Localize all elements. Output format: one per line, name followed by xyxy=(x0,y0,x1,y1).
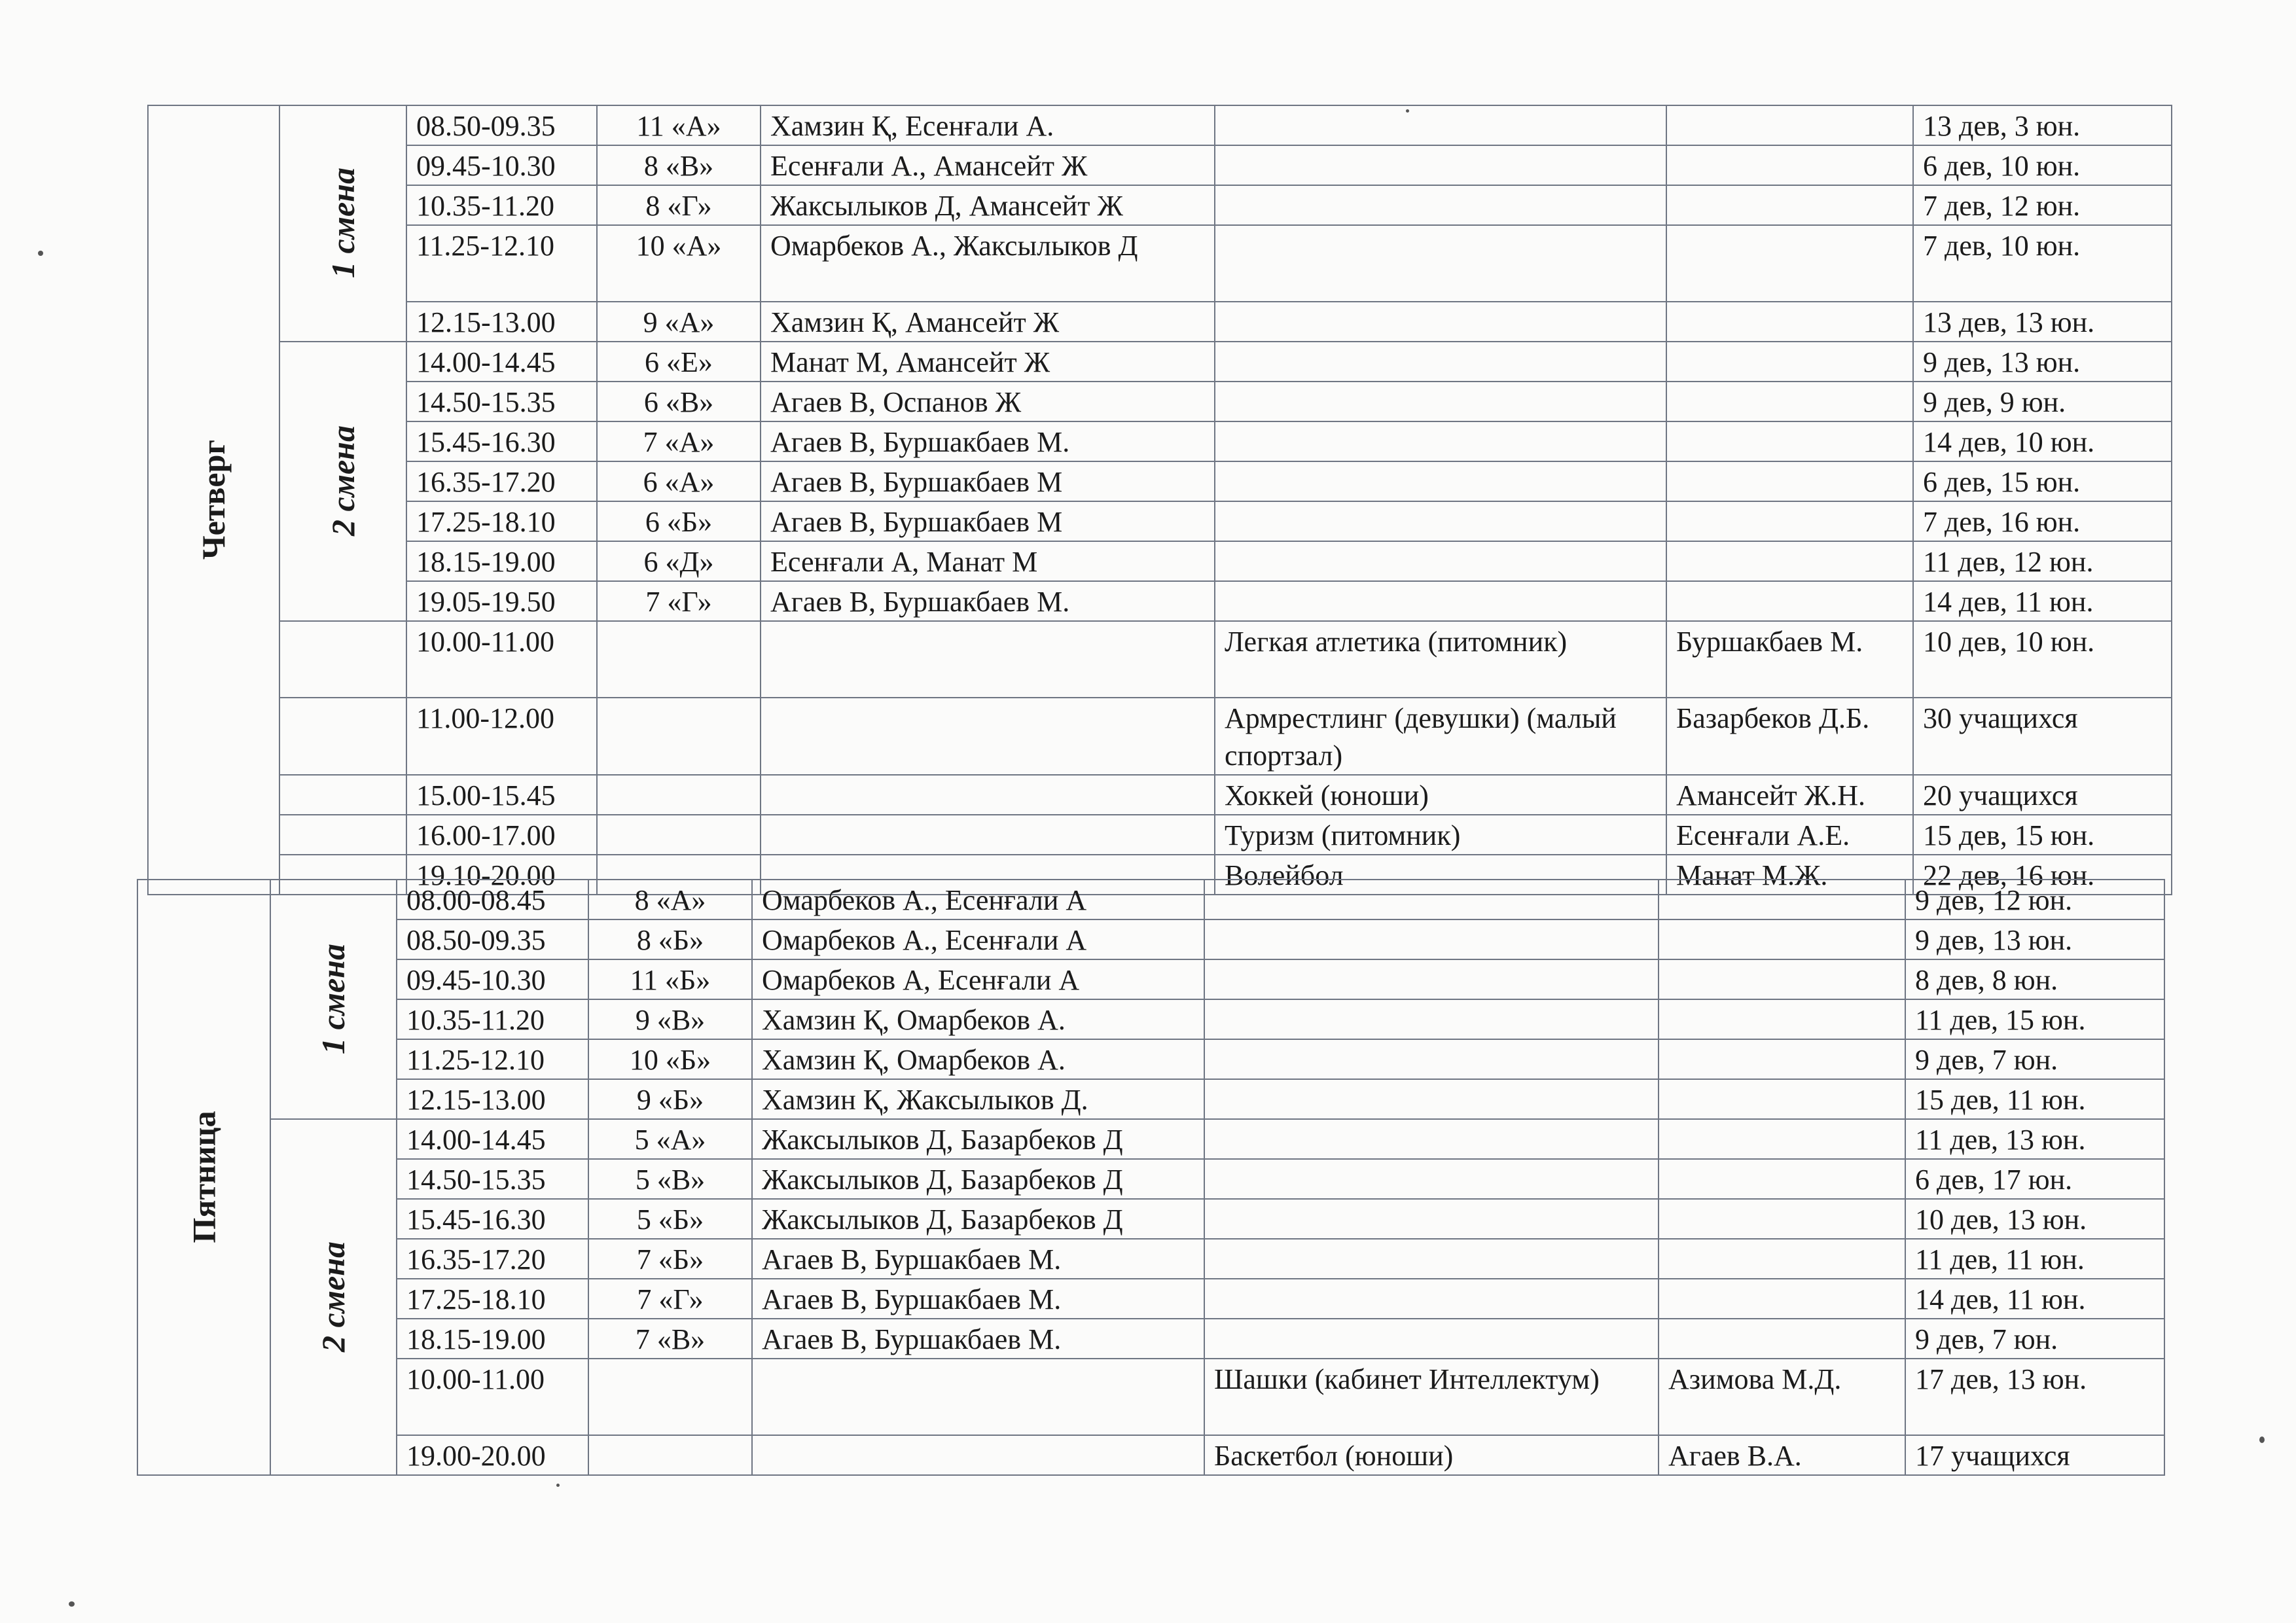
time-cell: 10.35-11.20 xyxy=(397,999,588,1039)
count-cell: 11 дев, 11 юн. xyxy=(1905,1239,2164,1279)
time-cell: 16.35-17.20 xyxy=(397,1239,588,1279)
class-cell: 7 «Г» xyxy=(588,1279,752,1319)
class-cell: 6 «Б» xyxy=(597,501,761,541)
teachers-cell: Жаксылыков Д, Базарбеков Д xyxy=(752,1159,1204,1199)
count-cell: 9 дев, 7 юн. xyxy=(1905,1039,2164,1079)
count-cell: 9 дев, 7 юн. xyxy=(1905,1319,2164,1359)
section-cell xyxy=(1215,541,1666,581)
teachers-cell xyxy=(761,775,1215,815)
table-row xyxy=(137,1039,2164,1079)
section-cell xyxy=(1204,1119,1659,1159)
count-cell: 30 учащихся xyxy=(1913,698,2172,775)
shift-label-cell xyxy=(279,621,406,698)
table-row xyxy=(148,541,2172,581)
coach-cell xyxy=(1659,919,1905,959)
coach-cell xyxy=(1666,342,1913,382)
time-cell: 14.50-15.35 xyxy=(406,382,597,421)
teachers-cell: Хамзин Қ, Жаксылыков Д. xyxy=(752,1079,1204,1119)
day-label-cell xyxy=(148,105,279,895)
teachers-cell: Агаев В, Буршакбаев М. xyxy=(752,1279,1204,1319)
coach-cell xyxy=(1666,145,1913,185)
section-cell xyxy=(1215,145,1666,185)
section-cell: Туризм (питомник) xyxy=(1215,815,1666,855)
time-cell: 16.00-17.00 xyxy=(406,815,597,855)
section-cell: Хоккей (юноши) xyxy=(1215,775,1666,815)
teachers-cell: Хамзин Қ, Омарбеков А. xyxy=(752,999,1204,1039)
class-cell: 6 «В» xyxy=(597,382,761,421)
teachers-cell: Хамзин Қ, Омарбеков А. xyxy=(752,1039,1204,1079)
count-cell: 11 дев, 12 юн. xyxy=(1913,541,2172,581)
scan-speck xyxy=(69,1601,75,1607)
section-cell xyxy=(1215,185,1666,225)
friday-schedule-table xyxy=(137,879,2165,1476)
class-cell: 9 «Б» xyxy=(588,1079,752,1119)
count-cell: 13 дев, 13 юн. xyxy=(1913,302,2172,342)
coach-cell: Амансейт Ж.Н. xyxy=(1666,775,1913,815)
time-cell: 09.45-10.30 xyxy=(397,959,588,999)
count-cell: 15 дев, 15 юн. xyxy=(1913,815,2172,855)
table-row xyxy=(148,225,2172,302)
thursday-schedule-table xyxy=(147,105,2172,895)
time-cell: 18.15-19.00 xyxy=(406,541,597,581)
class-cell xyxy=(588,1359,752,1435)
section-cell xyxy=(1204,1239,1659,1279)
teachers-cell: Агаев В, Буршакбаев М xyxy=(761,501,1215,541)
count-cell: 7 дев, 16 юн. xyxy=(1913,501,2172,541)
coach-cell xyxy=(1666,461,1913,501)
class-cell: 5 «Б» xyxy=(588,1199,752,1239)
shift-label-cell xyxy=(279,815,406,855)
teachers-cell: Агаев В, Буршакбаев М. xyxy=(752,1239,1204,1279)
time-cell: 14.50-15.35 xyxy=(397,1159,588,1199)
class-cell: 7 «Г» xyxy=(597,581,761,621)
teachers-cell: Хамзин Қ, Есенғали А. xyxy=(761,105,1215,145)
class-cell: 10 «Б» xyxy=(588,1039,752,1079)
table-row xyxy=(137,1159,2164,1199)
teachers-cell: Агаев В, Буршакбаев М. xyxy=(752,1319,1204,1359)
table-row xyxy=(148,698,2172,775)
class-cell: 6 «А» xyxy=(597,461,761,501)
teachers-cell xyxy=(752,1359,1204,1435)
shift-label-cell xyxy=(270,880,397,1119)
table-row xyxy=(148,775,2172,815)
table-row xyxy=(148,382,2172,421)
table-row xyxy=(148,815,2172,855)
class-cell: 7 «А» xyxy=(597,421,761,461)
shift-label-cell xyxy=(279,105,406,342)
section-cell xyxy=(1215,461,1666,501)
coach-cell xyxy=(1659,959,1905,999)
count-cell: 10 дев, 10 юн. xyxy=(1913,621,2172,698)
table-row xyxy=(137,919,2164,959)
class-cell: 9 «А» xyxy=(597,302,761,342)
coach-cell xyxy=(1659,1199,1905,1239)
teachers-cell xyxy=(761,815,1215,855)
teachers-cell: Агаев В, Буршакбаев М. xyxy=(761,421,1215,461)
count-cell: 22 дев, 16 юн. xyxy=(1913,855,2172,895)
count-cell: 13 дев, 3 юн. xyxy=(1913,105,2172,145)
teachers-cell: Омарбеков А., Есенғали А xyxy=(752,919,1204,959)
time-cell: 11.25-12.10 xyxy=(397,1039,588,1079)
time-cell: 10.00-11.00 xyxy=(406,621,597,698)
table-row xyxy=(137,1359,2164,1435)
count-cell: 11 дев, 13 юн. xyxy=(1905,1119,2164,1159)
teachers-cell: Жаксылыков Д, Базарбеков Д xyxy=(752,1119,1204,1159)
shift-label: 2 смена xyxy=(315,1241,351,1352)
class-cell: 6 «Е» xyxy=(597,342,761,382)
scan-speck xyxy=(2259,1436,2265,1443)
teachers-cell: Омарбеков А., Есенғали А xyxy=(752,880,1204,919)
section-cell xyxy=(1204,919,1659,959)
coach-cell xyxy=(1666,302,1913,342)
table-row xyxy=(137,1319,2164,1359)
class-cell: 5 «А» xyxy=(588,1119,752,1159)
count-cell: 7 дев, 12 юн. xyxy=(1913,185,2172,225)
section-cell xyxy=(1215,105,1666,145)
time-cell: 19.10-20.00 xyxy=(406,855,597,895)
teachers-cell: Есенғали А, Манат М xyxy=(761,541,1215,581)
time-cell: 08.00-08.45 xyxy=(397,880,588,919)
class-cell: 9 «В» xyxy=(588,999,752,1039)
count-cell: 17 учащихся xyxy=(1905,1435,2164,1475)
section-cell: Шашки (кабинет Интеллектум) xyxy=(1204,1359,1659,1435)
time-cell: 12.15-13.00 xyxy=(397,1079,588,1119)
teachers-cell: Агаев В, Буршакбаев М. xyxy=(761,581,1215,621)
count-cell: 9 дев, 13 юн. xyxy=(1905,919,2164,959)
table-row xyxy=(148,302,2172,342)
coach-cell xyxy=(1659,1079,1905,1119)
section-cell xyxy=(1204,1199,1659,1239)
time-cell: 11.25-12.10 xyxy=(406,225,597,302)
teachers-cell: Жаксылыков Д, Базарбеков Д xyxy=(752,1199,1204,1239)
class-cell: 6 «Д» xyxy=(597,541,761,581)
section-cell xyxy=(1215,225,1666,302)
section-cell xyxy=(1215,342,1666,382)
class-cell xyxy=(588,1435,752,1475)
section-cell xyxy=(1204,1319,1659,1359)
count-cell: 15 дев, 11 юн. xyxy=(1905,1079,2164,1119)
time-cell: 17.25-18.10 xyxy=(397,1279,588,1319)
class-cell xyxy=(597,775,761,815)
section-cell xyxy=(1204,959,1659,999)
table-row xyxy=(148,105,2172,145)
time-cell: 10.00-11.00 xyxy=(397,1359,588,1435)
count-cell: 7 дев, 10 юн. xyxy=(1913,225,2172,302)
coach-cell: Буршакбаев М. xyxy=(1666,621,1913,698)
teachers-cell: Агаев В, Оспанов Ж xyxy=(761,382,1215,421)
coach-cell: Есенғали А.Е. xyxy=(1666,815,1913,855)
count-cell: 8 дев, 8 юн. xyxy=(1905,959,2164,999)
coach-cell: Азимова М.Д. xyxy=(1659,1359,1905,1435)
count-cell: 6 дев, 17 юн. xyxy=(1905,1159,2164,1199)
coach-cell: Агаев В.А. xyxy=(1659,1435,1905,1475)
table-row xyxy=(148,621,2172,698)
class-cell: 8 «Б» xyxy=(588,919,752,959)
class-cell: 7 «Б» xyxy=(588,1239,752,1279)
section-cell xyxy=(1215,581,1666,621)
table-row xyxy=(148,501,2172,541)
teachers-cell: Омарбеков А., Жаксылыков Д xyxy=(761,225,1215,302)
class-cell: 8 «Г» xyxy=(597,185,761,225)
class-cell: 10 «А» xyxy=(597,225,761,302)
table-row xyxy=(137,1239,2164,1279)
scan-speck xyxy=(38,251,43,256)
coach-cell xyxy=(1666,501,1913,541)
coach-cell xyxy=(1659,999,1905,1039)
count-cell: 20 учащихся xyxy=(1913,775,2172,815)
coach-cell: Манат М.Ж. xyxy=(1666,855,1913,895)
time-cell: 08.50-09.35 xyxy=(397,919,588,959)
teachers-cell: Есенғали А., Амансейт Ж xyxy=(761,145,1215,185)
time-cell: 14.00-14.45 xyxy=(406,342,597,382)
section-cell xyxy=(1204,1039,1659,1079)
table-row xyxy=(137,1279,2164,1319)
count-cell: 17 дев, 13 юн. xyxy=(1905,1359,2164,1435)
table-row xyxy=(148,581,2172,621)
table-row xyxy=(137,1079,2164,1119)
section-cell: Легкая атлетика (питомник) xyxy=(1215,621,1666,698)
count-cell: 10 дев, 13 юн. xyxy=(1905,1199,2164,1239)
coach-cell xyxy=(1659,1279,1905,1319)
time-cell: 15.45-16.30 xyxy=(406,421,597,461)
time-cell: 17.25-18.10 xyxy=(406,501,597,541)
count-cell: 9 дев, 13 юн. xyxy=(1913,342,2172,382)
count-cell: 11 дев, 15 юн. xyxy=(1905,999,2164,1039)
time-cell: 19.05-19.50 xyxy=(406,581,597,621)
teachers-cell: Агаев В, Буршакбаев М xyxy=(761,461,1215,501)
day-label: Четверг xyxy=(195,439,232,560)
time-cell: 09.45-10.30 xyxy=(406,145,597,185)
section-cell xyxy=(1204,1159,1659,1199)
section-cell xyxy=(1204,1279,1659,1319)
coach-cell xyxy=(1666,105,1913,145)
coach-cell xyxy=(1659,1319,1905,1359)
shift-label-cell xyxy=(279,698,406,775)
shift-label: 2 смена xyxy=(324,425,361,536)
table-row xyxy=(148,185,2172,225)
table-row xyxy=(148,421,2172,461)
class-cell: 11 «А» xyxy=(597,105,761,145)
section-cell xyxy=(1215,382,1666,421)
day-label: Пятница xyxy=(185,1111,223,1243)
table-row xyxy=(148,461,2172,501)
table-row xyxy=(137,1199,2164,1239)
section-cell: Армрестлинг (девушки) (малый спортзал) xyxy=(1215,698,1666,775)
time-cell: 18.15-19.00 xyxy=(397,1319,588,1359)
shift-label-cell xyxy=(279,775,406,815)
coach-cell xyxy=(1666,421,1913,461)
coach-cell xyxy=(1666,225,1913,302)
section-cell: Баскетбол (юноши) xyxy=(1204,1435,1659,1475)
time-cell: 15.00-15.45 xyxy=(406,775,597,815)
teachers-cell: Хамзин Қ, Амансейт Ж xyxy=(761,302,1215,342)
table-row xyxy=(137,1435,2164,1475)
table-row xyxy=(137,999,2164,1039)
time-cell: 11.00-12.00 xyxy=(406,698,597,775)
table-row xyxy=(137,1119,2164,1159)
teachers-cell xyxy=(752,1435,1204,1475)
section-cell: Волейбол xyxy=(1215,855,1666,895)
class-cell: 11 «Б» xyxy=(588,959,752,999)
count-cell: 6 дев, 10 юн. xyxy=(1913,145,2172,185)
section-cell xyxy=(1215,302,1666,342)
time-cell: 19.00-20.00 xyxy=(397,1435,588,1475)
coach-cell xyxy=(1659,1119,1905,1159)
class-cell: 8 «А» xyxy=(588,880,752,919)
table-row xyxy=(148,342,2172,382)
coach-cell xyxy=(1666,541,1913,581)
class-cell: 7 «В» xyxy=(588,1319,752,1359)
table-row xyxy=(148,145,2172,185)
shift-label-cell xyxy=(270,1119,397,1475)
coach-cell xyxy=(1666,185,1913,225)
table-row xyxy=(137,959,2164,999)
scan-speck xyxy=(1406,109,1409,113)
coach-cell xyxy=(1666,382,1913,421)
section-cell xyxy=(1204,1079,1659,1119)
table-row xyxy=(137,880,2164,919)
time-cell: 16.35-17.20 xyxy=(406,461,597,501)
section-cell xyxy=(1204,999,1659,1039)
time-cell: 15.45-16.30 xyxy=(397,1199,588,1239)
count-cell: 9 дев, 9 юн. xyxy=(1913,382,2172,421)
class-cell xyxy=(597,815,761,855)
count-cell: 14 дев, 10 юн. xyxy=(1913,421,2172,461)
section-cell xyxy=(1215,421,1666,461)
shift-label: 1 смена xyxy=(315,943,351,1054)
coach-cell xyxy=(1666,581,1913,621)
coach-cell xyxy=(1659,1159,1905,1199)
count-cell: 9 дев, 12 юн. xyxy=(1905,880,2164,919)
scan-speck xyxy=(556,1484,560,1487)
count-cell: 14 дев, 11 юн. xyxy=(1913,581,2172,621)
count-cell: 14 дев, 11 юн. xyxy=(1905,1279,2164,1319)
class-cell xyxy=(597,698,761,775)
time-cell: 10.35-11.20 xyxy=(406,185,597,225)
time-cell: 14.00-14.45 xyxy=(397,1119,588,1159)
teachers-cell: Жаксылыков Д, Амансейт Ж xyxy=(761,185,1215,225)
time-cell: 12.15-13.00 xyxy=(406,302,597,342)
class-cell: 8 «В» xyxy=(597,145,761,185)
section-cell xyxy=(1204,880,1659,919)
teachers-cell xyxy=(761,698,1215,775)
class-cell xyxy=(597,621,761,698)
shift-label: 1 смена xyxy=(324,168,361,278)
coach-cell xyxy=(1659,880,1905,919)
count-cell: 6 дев, 15 юн. xyxy=(1913,461,2172,501)
coach-cell xyxy=(1659,1239,1905,1279)
shift-label-cell xyxy=(279,342,406,621)
teachers-cell: Манат М, Амансейт Ж xyxy=(761,342,1215,382)
time-cell: 08.50-09.35 xyxy=(406,105,597,145)
teachers-cell xyxy=(761,621,1215,698)
day-label-cell xyxy=(137,880,270,1475)
coach-cell: Базарбеков Д.Б. xyxy=(1666,698,1913,775)
coach-cell xyxy=(1659,1039,1905,1079)
section-cell xyxy=(1215,501,1666,541)
class-cell: 5 «В» xyxy=(588,1159,752,1199)
teachers-cell: Омарбеков А, Есенғали А xyxy=(752,959,1204,999)
